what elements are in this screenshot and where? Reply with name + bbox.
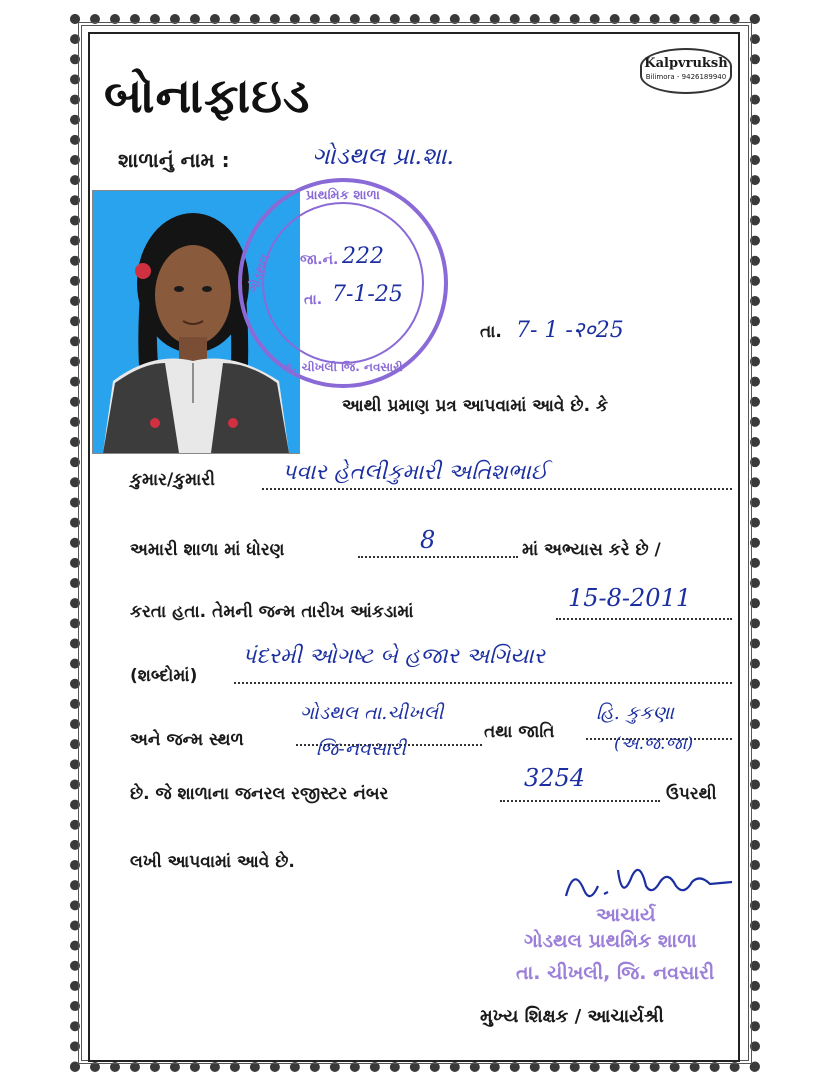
date-value: 7- 1 -२०25 (516, 318, 624, 343)
stamp-number-label: જા.નં. (300, 252, 339, 268)
register-suffix: ઉપરથી (666, 784, 717, 804)
register-label: છે. જે શાળાના જનરલ રજીસ્ટર નંબર (130, 784, 389, 804)
closing-line: લખી આપવામાં આવે છે. (130, 852, 295, 872)
certify-line: આથી પ્રમાણ પ્રત્ર આપવામાં આવે છે. કે (342, 396, 608, 416)
principal-seal-title: આચાર્ય (596, 904, 656, 926)
dob-digits-value: 15-8-2011 (568, 584, 692, 612)
school-name-value: ગોડથલ પ્રા.શા. (312, 142, 454, 170)
printer-logo (640, 48, 732, 94)
dob-digits-label: કરતા હતા. તેમની જન્મ તારીખ આંકડામાં (130, 602, 414, 622)
printer-logo-brand: Kalpvruksh (644, 56, 728, 71)
register-dotted-line (500, 800, 660, 802)
birthplace-value-district: જિ-નવસારી (316, 738, 406, 760)
birthplace-value: ગોડથલ તા.ચીખલી (300, 702, 444, 724)
stamp-date-label: તા. (304, 292, 323, 308)
caste-value-category: (અ.જ.જા) (614, 734, 694, 754)
principal-seal-school: ગોડથલ પ્રાથમિક શાળા (524, 930, 697, 952)
dob-digits-dotted-line (556, 618, 732, 620)
school-name-label: શાળાનું નામ : (118, 148, 230, 172)
register-value: 3254 (524, 764, 586, 792)
signature-caption: મુખ્ય શિક્ષક / આચાર્યશ્રી (480, 1006, 664, 1027)
principal-signature (560, 856, 740, 906)
principal-seal-address: તા. ચીખલી, જિ. નવસારી (516, 962, 715, 984)
caste-value: હિ. કુકણા (596, 702, 674, 724)
stamp-ring-top: પ્રાથમિક શાળા (306, 188, 380, 203)
school-round-stamp (238, 178, 448, 388)
standard-suffix: માં અભ્યાસ કરે છે / (522, 540, 661, 560)
certificate-title: બોનાફાઇડ (104, 68, 311, 124)
student-name-label: કુમાર/કુમારી (130, 470, 215, 490)
dob-words-value: પંદરમી ઓગષ્ટ બે હજાર અગિયાર (242, 644, 545, 669)
standard-prefix: અમારી શાળા માં ધોરણ (130, 540, 285, 560)
student-name-value: પવાર હેતલીકુમારી અતિશભાઈ (282, 460, 548, 485)
date-label: તા. (480, 322, 502, 342)
dob-words-dotted-line (234, 682, 732, 684)
caste-label: તથા જાતિ (484, 722, 555, 742)
student-name-dotted-line (262, 488, 732, 490)
standard-dotted-line (358, 556, 518, 558)
stamp-number-value: 222 (342, 244, 384, 269)
printer-logo-sub: Bilimora - 9426189940 (645, 73, 727, 81)
birthplace-label: અને જન્મ સ્થળ (130, 730, 244, 750)
stamp-ring-bottom: તા. ચીખલી જિ. નવસારી (282, 360, 403, 374)
stamp-ring-left: ગોડથલ (246, 252, 274, 295)
standard-value: 8 (420, 526, 436, 554)
stamp-date-value: 7-1-25 (332, 282, 403, 307)
dob-words-label: (શબ્દોમાં) (130, 666, 198, 686)
